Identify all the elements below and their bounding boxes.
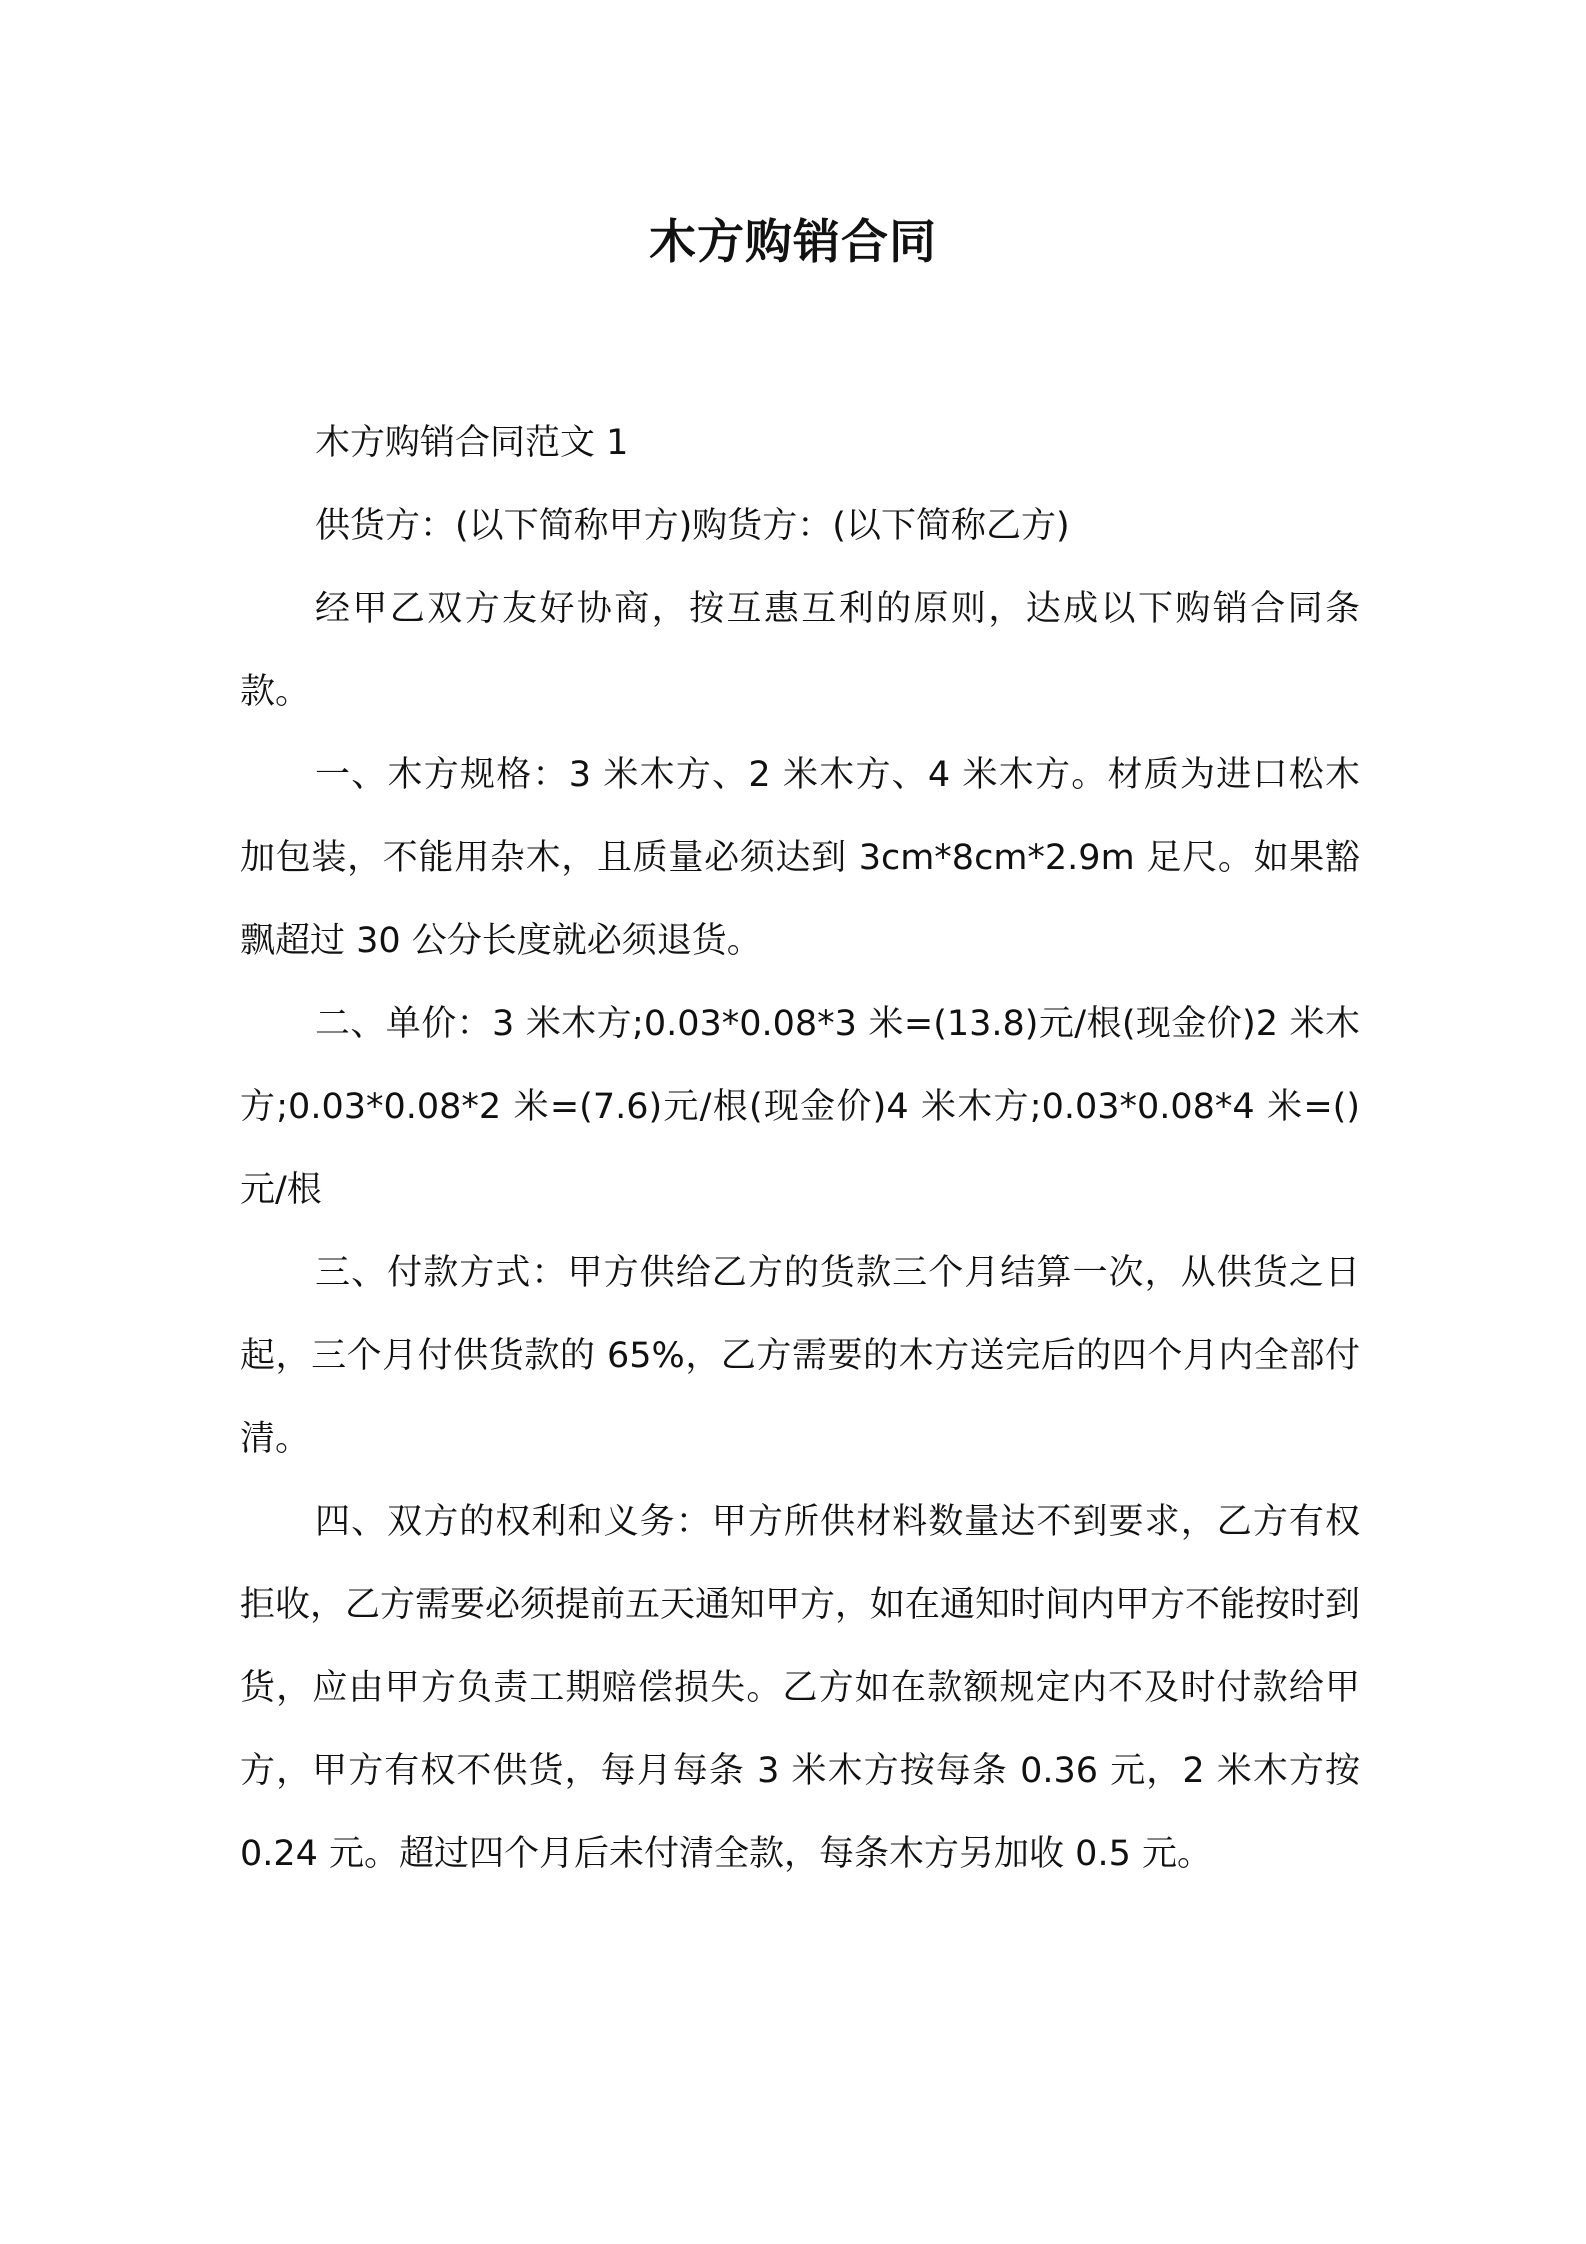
paragraph-clause-specification: 一、木方规格：3 米木方、2 米木方、4 米木方。材质为进口松木加包装，不能用杂木，且质量必须达到 3cm*8cm*2.9m 足尺。如果豁飘超过 30 公分长度就必须退货。 (240, 755, 1360, 961)
document-title: 木方购销合同 (649, 215, 937, 270)
paragraph-parties: 供货方：(以下简称甲方)购货方：(以下简称乙方) (315, 506, 1070, 546)
paragraph-preamble: 经甲乙双方友好协商，按互惠互利的原则，达成以下购销合同条款。 (240, 589, 1360, 712)
paragraph-clause-rights-obligations: 四、双方的权利和义务：甲方所供材料数量达不到要求，乙方有权拒收，乙方需要必须提前五天通知甲方，如在通知时间内甲方不能按时到货，应由甲方负责工期赔偿损失。乙方如在款额规定内不及时付款给甲方，甲方有权不供货，每月每条 3 米木方按每条 0.36 元，2 米木方按 0.24 元。超过四个月后未付清全款，每条木方另加收 0.5 元。 (240, 1502, 1361, 1874)
document-body (240, 402, 1360, 1896)
paragraph-clause-payment: 三、付款方式：甲方供给乙方的货款三个月结算一次，从供货之日起，三个月付供货款的 65%，乙方需要的木方送完后的四个月内全部付清。 (240, 1253, 1360, 1459)
paragraph-template-heading: 木方购销合同范文 1 (315, 423, 629, 463)
paragraph-clause-unit-price: 二、单价：3 米木方;0.03*0.08*3 米=(13.8)元/根(现金价)2 米木方;0.03*0.08*2 米=(7.6)元/根(现金价)4 米木方;0.03*0.08*4 米=()元/根 (240, 1004, 1360, 1210)
